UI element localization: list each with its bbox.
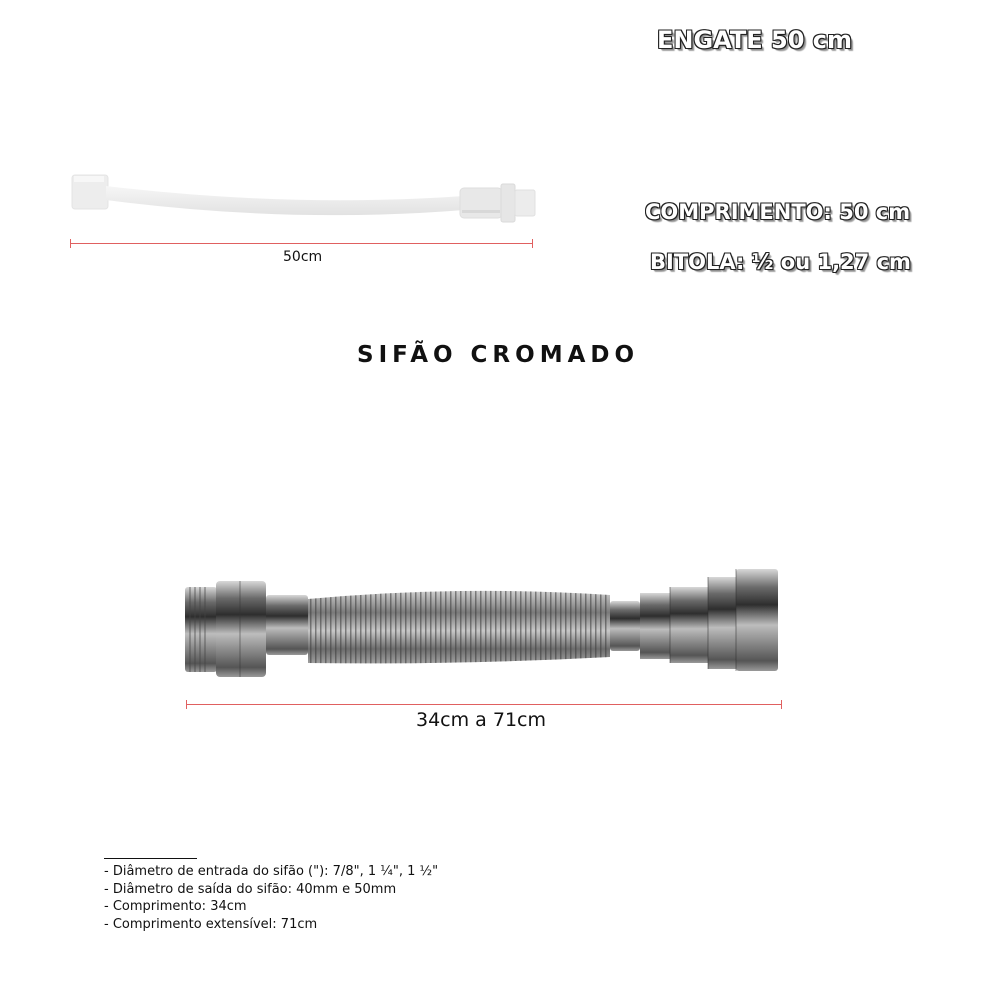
spec-item-extended-length: - Comprimento extensível: 71cm [104, 916, 318, 932]
engate-length-spec: COMPRIMENTO: 50 cm [645, 200, 911, 224]
sifao-title: SIFÃO CROMADO [357, 342, 640, 368]
engate-title: ENGATE 50 cm [657, 26, 852, 54]
spec-item-outlet-diameter: - Diâmetro de saída do sifão: 40mm e 50mm [104, 881, 397, 897]
hose-measure-line [70, 243, 533, 244]
spec-item-inlet-diameter: - Diâmetro de entrada do sifão ("): 7/8", 1 ¼", 1 ½" [104, 864, 439, 879]
sifao-measure-line [186, 704, 782, 705]
sifao-measure-label: 34cm a 71cm [416, 709, 546, 731]
spec-item-length: - Comprimento: 34cm [104, 899, 247, 914]
white-hose-image-icon [60, 170, 550, 230]
sifao-specs-list [104, 863, 438, 933]
hose-measure-label: 50cm [283, 249, 323, 265]
engate-gauge-spec: BITOLA: ½ ou 1,27 cm [650, 250, 911, 274]
specs-divider [104, 858, 197, 859]
chrome-sink-trap-image-icon [180, 565, 790, 690]
